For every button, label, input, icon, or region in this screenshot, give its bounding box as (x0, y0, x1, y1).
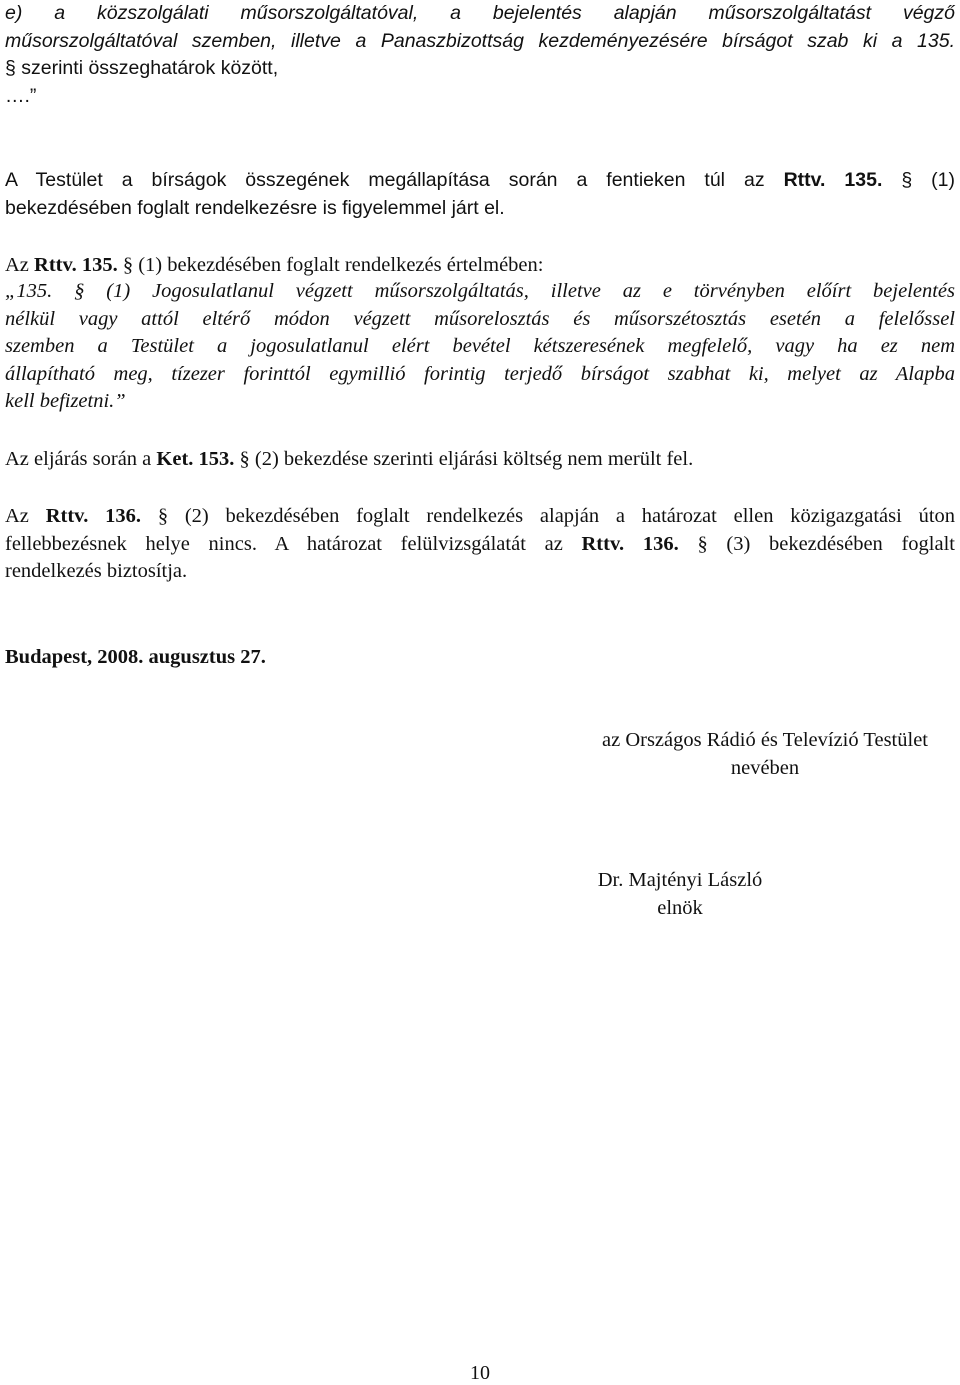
text-line: nélkül vagy attól eltérő módon végzett műsorelosztás és műsorszétosztás esetén a felelőssel (5, 307, 955, 330)
law-reference: Rttv. 136. (581, 532, 679, 555)
text-line (5, 446, 955, 474)
text-line: ….” (5, 84, 37, 107)
text-line: szemben a Testület a jogosulatlanul elért bevétel kétszeresének megfelelő, vagy ha ez nem (5, 335, 955, 357)
body-paragraph (5, 252, 955, 280)
text-line (5, 167, 955, 195)
text-line: bekezdésében foglalt rendelkezésre is figyelemmel járt el. (5, 196, 505, 219)
text-line (5, 531, 955, 559)
signatory (530, 867, 830, 922)
text-line: „135. § (1) Jogosulatlanul végzett műsorszolgáltatás, illetve az e törvényben előírt bejelentés (5, 280, 955, 302)
text-line: állapítható meg, tízezer forinttól egymillió forintig terjedő bírságot szabhat ki, melyet az Alapba (5, 362, 955, 385)
text-line: kell befizetni.” (5, 390, 126, 412)
text-span: § (1) bekezdésében foglalt rendelkezés értelmében: (117, 254, 544, 276)
law-reference: Rttv. 135. (34, 254, 118, 276)
body-paragraph (5, 167, 955, 222)
text-span: § (2) bekezdése szerinti eljárási költség nem merült fel. (234, 448, 694, 470)
signatory-title: elnök (657, 896, 703, 919)
text-line: rendelkezés biztosítja. (5, 560, 188, 582)
date-line: Budapest, 2008. augusztus 27. (5, 646, 266, 668)
text-span: Az (5, 254, 35, 276)
text-line (5, 503, 955, 531)
body-paragraph (5, 446, 955, 474)
body-paragraph (5, 503, 955, 586)
law-reference: Ket. 153. (156, 448, 235, 470)
on-behalf-label: nevében (730, 756, 800, 779)
law-reference: Rttv. 136. (45, 505, 142, 527)
text-span: Az eljárás során a (5, 448, 157, 470)
signature-organization (555, 727, 960, 782)
page-number: 10 (470, 1362, 490, 1384)
signatory-name: Dr. Majtényi László (597, 869, 763, 891)
text-line: § szerinti összeghatárok között, (5, 57, 279, 79)
quoted-paragraph-e (5, 0, 955, 110)
text-span: Az (5, 505, 46, 527)
text-span: § (2) bekezdésében foglalt rendelkezés alapján a határozat ellen közigazgatási úton (141, 505, 956, 527)
text-line: műsorszolgáltatóval szemben, illetve a Panaszbizottság kezdeményezésére bírságot szab ki a 135. (5, 29, 955, 52)
organization-name: az Országos Rádió és Televízió Testület (602, 729, 928, 751)
text-span: A Testület a bírságok összegének megállapítása során a fentieken túl az (5, 169, 784, 191)
text-span: § (1) (882, 169, 955, 191)
law-reference: Rttv. 135. (783, 169, 883, 191)
text-line (5, 252, 955, 280)
text-span: fellebbezésnek helye nincs. A határozat felülvizsgálatát az (5, 532, 582, 555)
quoted-law-paragraph (5, 278, 955, 416)
text-line: e) a közszolgálati műsorszolgáltatóval, a bejelentés alapján műsorszolgáltatást végző (5, 2, 955, 24)
text-span: § (3) bekezdésében foglalt (678, 532, 955, 555)
